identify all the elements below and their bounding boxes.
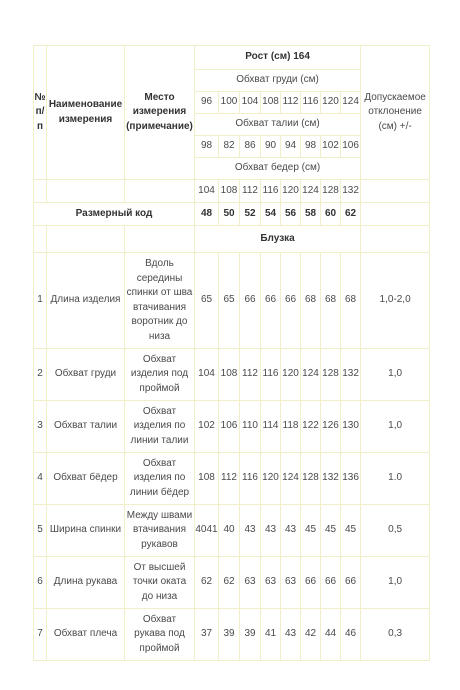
size-value: 45 [321,505,341,557]
tolerance-value: 1,0 [361,401,430,453]
measurement-name: Длина рукава [47,557,125,609]
waist-value: 106 [341,136,361,158]
table-row [34,401,430,453]
size-value: 66 [341,557,361,609]
bust-value: 124 [341,92,361,114]
measurement-place: Вдоль середины спинки от шва втачивания воротник до низа [125,253,195,349]
waist-value: 82 [219,136,240,158]
tolerance-value: 1,0 [361,349,430,401]
size-value: 39 [240,609,261,661]
size-code-value: 52 [240,203,261,226]
size-value: 62 [219,557,240,609]
header-bust-label: Обхват груди (см) [195,70,361,92]
size-value: 114 [261,401,281,453]
size-value: 124 [281,453,301,505]
size-value: 63 [240,557,261,609]
header-measurement-name: Наименование измерения [47,46,125,180]
size-value: 40 [219,505,240,557]
hip-value: 104 [195,180,219,203]
waist-value: 98 [301,136,321,158]
size-value: 118 [281,401,301,453]
hip-value: 132 [341,180,361,203]
size-value: 120 [281,349,301,401]
size-value: 116 [261,349,281,401]
size-value: 104 [195,349,219,401]
tolerance-value: 1.0 [361,453,430,505]
size-value: 108 [195,453,219,505]
size-value: 65 [195,253,219,349]
bust-value: 116 [301,92,321,114]
table-row [34,453,430,505]
size-code-value: 62 [341,203,361,226]
tolerance-value: 0,5 [361,505,430,557]
size-code-value: 60 [321,203,341,226]
size-value: 110 [240,401,261,453]
bust-value: 100 [219,92,240,114]
bust-value: 120 [321,92,341,114]
size-value: 68 [341,253,361,349]
size-value: 41 [261,609,281,661]
bust-value: 104 [240,92,261,114]
size-value: 39 [219,609,240,661]
measurement-place: Обхват изделия по линии бёдер [125,453,195,505]
size-value: 45 [341,505,361,557]
measurement-name: Длина изделия [47,253,125,349]
hip-value: 108 [219,180,240,203]
size-value: 106 [219,401,240,453]
row-number: 4 [34,453,47,505]
size-code-value: 54 [261,203,281,226]
size-value: 66 [281,253,301,349]
measurement-place: Между швами втачивания рукавов [125,505,195,557]
measurement-name: Ширина спинки [47,505,125,557]
size-value: 112 [240,349,261,401]
measurement-name: Обхват талии [47,401,125,453]
hip-value: 120 [281,180,301,203]
size-value: 43 [281,505,301,557]
size-value: 43 [240,505,261,557]
size-value: 68 [321,253,341,349]
size-code-value: 56 [281,203,301,226]
size-value: 62 [195,557,219,609]
size-value: 45 [301,505,321,557]
size-value: 66 [321,557,341,609]
size-value: 128 [321,349,341,401]
measurement-name: Обхват плеча [47,609,125,661]
row-number: 5 [34,505,47,557]
tolerance-value: 1,0 [361,557,430,609]
measurement-place: От высшей точки оката до низа [125,557,195,609]
bust-value: 112 [281,92,301,114]
row-number: 1 [34,253,47,349]
waist-value: 94 [281,136,301,158]
waist-value: 90 [261,136,281,158]
table-row [34,557,430,609]
size-value: 66 [261,253,281,349]
size-code-value: 50 [219,203,240,226]
row-number: 2 [34,349,47,401]
measurement-place: Обхват рукава под проймой [125,609,195,661]
size-value: 130 [341,401,361,453]
tolerance-value: 1,0-2,0 [361,253,430,349]
measurement-name: Обхват бёдер [47,453,125,505]
row-number: 3 [34,401,47,453]
size-value: 66 [240,253,261,349]
header-waist-label: Обхват талии (см) [195,114,361,136]
size-value: 46 [341,609,361,661]
size-value: 124 [301,349,321,401]
size-value: 102 [195,401,219,453]
table-row [34,349,430,401]
section-title: Блузка [195,226,361,253]
row-number: 6 [34,557,47,609]
header-height: Рост (см) 164 [195,46,361,70]
size-value: 112 [219,453,240,505]
size-value: 63 [281,557,301,609]
size-chart-table [33,45,430,661]
waist-value: 102 [321,136,341,158]
waist-value: 98 [195,136,219,158]
table-row [34,609,430,661]
size-value: 63 [261,557,281,609]
size-value: 122 [301,401,321,453]
header-num: № п/п [34,46,47,180]
row-number: 7 [34,609,47,661]
size-value: 4041 [195,505,219,557]
size-code-value: 48 [195,203,219,226]
size-value: 43 [261,505,281,557]
header-measurement-place: Место измерения (примечание) [125,46,195,180]
size-code-value: 58 [301,203,321,226]
header-tolerance: Допускаемое отклонение (см) +/- [361,46,430,180]
size-value: 37 [195,609,219,661]
size-value: 116 [240,453,261,505]
size-value: 132 [321,453,341,505]
size-value: 132 [341,349,361,401]
size-value: 43 [281,609,301,661]
waist-value: 86 [240,136,261,158]
size-value: 66 [301,557,321,609]
measurement-name: Обхват груди [47,349,125,401]
size-value: 136 [341,453,361,505]
size-code-label: Размерный код [34,203,195,226]
tolerance-value: 0,3 [361,609,430,661]
measurement-place: Обхват изделия по линии талии [125,401,195,453]
size-value: 120 [261,453,281,505]
table-row [34,505,430,557]
size-value: 68 [301,253,321,349]
hip-value: 128 [321,180,341,203]
size-value: 108 [219,349,240,401]
hip-value: 116 [261,180,281,203]
bust-value: 108 [261,92,281,114]
header-hip-label: Обхват бедер (см) [195,158,361,180]
bust-value: 96 [195,92,219,114]
hip-value: 124 [301,180,321,203]
size-value: 126 [321,401,341,453]
size-value: 42 [301,609,321,661]
hip-value: 112 [240,180,261,203]
size-value: 44 [321,609,341,661]
size-value: 128 [301,453,321,505]
size-value: 65 [219,253,240,349]
measurement-place: Обхват изделия под проймой [125,349,195,401]
table-row [34,253,430,349]
